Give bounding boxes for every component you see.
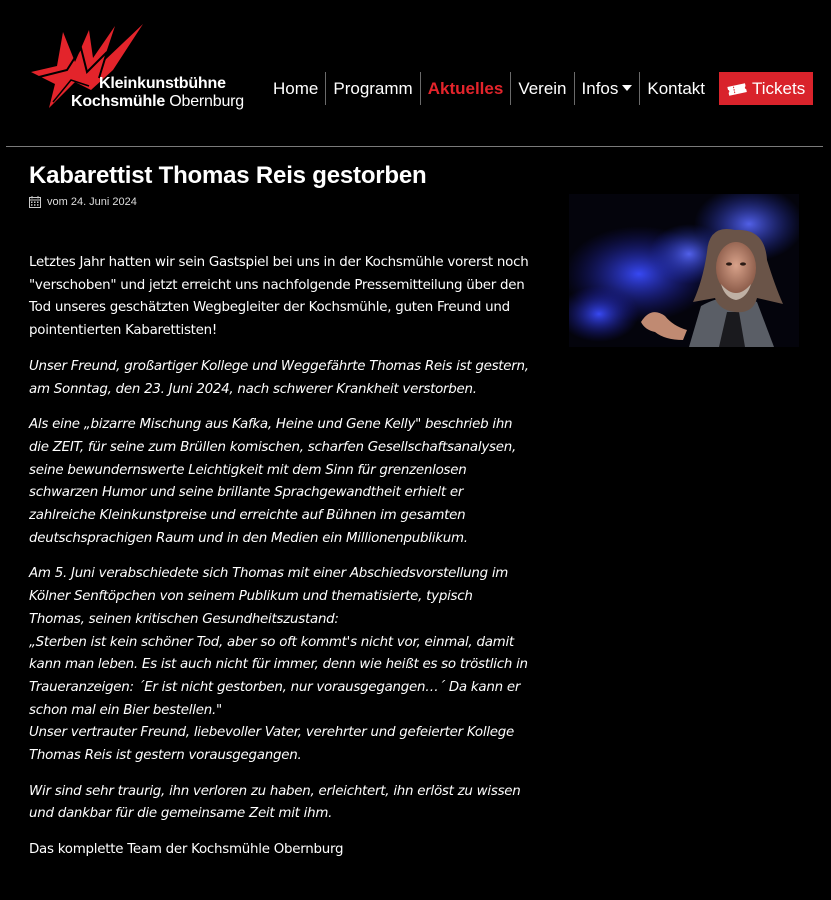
article-photo[interactable] <box>569 194 799 347</box>
article-paragraph: Letztes Jahr hatten wir sein Gastspiel bei uns in der Kochsmühle vorerst noch "verschoben" und jetzt erreicht uns nachfolgende Pressemitteilung über den Tod unseres geschätzten Wegbegleiter der Kochsmühle, guten Freund und pointentierten Kabarettisten! <box>29 255 529 339</box>
logo-text-line1: Kleinkunstbühne <box>99 75 226 92</box>
logo-text-line2 <box>71 93 244 111</box>
main-nav <box>266 72 813 105</box>
article-paragraph: Unser Freund, großartiger Kollege und Weggefährte Thomas Reis ist gestern, am Sonntag, den 23. Juni 2024, nach schwerer Krankheit verstorben. <box>29 358 529 397</box>
logo-text-kochsmuehle: Kochsmühle <box>71 93 166 110</box>
nav-programm[interactable]: Programm <box>333 79 413 98</box>
nav-verein[interactable]: Verein <box>518 79 567 98</box>
chevron-down-icon <box>622 85 632 91</box>
portrait-photo-icon <box>569 194 799 347</box>
nav-kontakt[interactable]: Kontakt <box>647 79 706 98</box>
article-paragraph: Wir sind sehr traurig, ihn verloren zu haben, erleichtert, ihn erlöst zu wissen und dankbar für die gemeinsame Zeit mit ihm. <box>29 783 521 822</box>
nav-home[interactable]: Home <box>273 79 319 98</box>
nav-infos-label: Infos <box>581 79 619 98</box>
article-date-text: vom 24. Juni 2024 <box>47 196 137 208</box>
header-divider <box>6 146 823 147</box>
calendar-icon <box>29 196 41 208</box>
article-quote: „Sterben ist kein schöner Tod, aber so oft kommt's nicht vor, einmal, damit kann man leben. Es ist auch nicht für immer, denn wie heißt es so tröstlich in Traueranzeigen: ´Er ist nicht gestorben, nur vorausgegangen…´ Da kann er schon mal ein Bier bestellen." <box>29 634 528 718</box>
article-signature: Das komplette Team der Kochsmühle Obernburg <box>29 842 344 858</box>
site-logo[interactable] <box>27 22 247 114</box>
site-header <box>0 0 831 148</box>
article-paragraph <box>29 563 529 767</box>
article-line: Am 5. Juni verabschiedete sich Thomas mit einer Abschiedsvorstellung im Kölner Senftöpchen von seinem Publikum und thematisierte, typisch Thomas, seinen kritischen Gesundheitszustand: <box>29 566 509 627</box>
tickets-label: Tickets <box>752 78 806 98</box>
article-paragraph: Als eine „bizarre Mischung aus Kafka, Heine und Gene Kelly" beschrieb ihn die ZEIT, für seine zum Brüllen komischen, scharfen Gesellschaftsanalysen, seine bewundernswerte Leichtigkeit mit dem Sinn für grenzenlosen schwarzen Humor und seine brillante Sprachgewandtheit erhielt er zahlreiche Kleinkunstpreise und erreichte auf Bühnen im gesamten deutschsprachigen Raum und in den Medien ein Millionenpublikum. <box>29 417 516 546</box>
article-date <box>29 196 137 208</box>
article-title: Kabarettist Thomas Reis gestorben <box>29 162 427 189</box>
article-body <box>29 252 529 875</box>
nav-aktuelles[interactable]: Aktuelles <box>427 79 504 98</box>
tickets-button[interactable] <box>719 72 813 105</box>
ticket-icon <box>726 81 748 97</box>
nav-infos-dropdown[interactable] <box>575 72 640 105</box>
logo-text-obernburg: Obernburg <box>165 93 244 110</box>
article-line: Unser vertrauter Freund, liebevoller Vater, verehrter und gefeierter Kollege Thomas Reis ist gestern vorausgegangen. <box>29 725 515 764</box>
